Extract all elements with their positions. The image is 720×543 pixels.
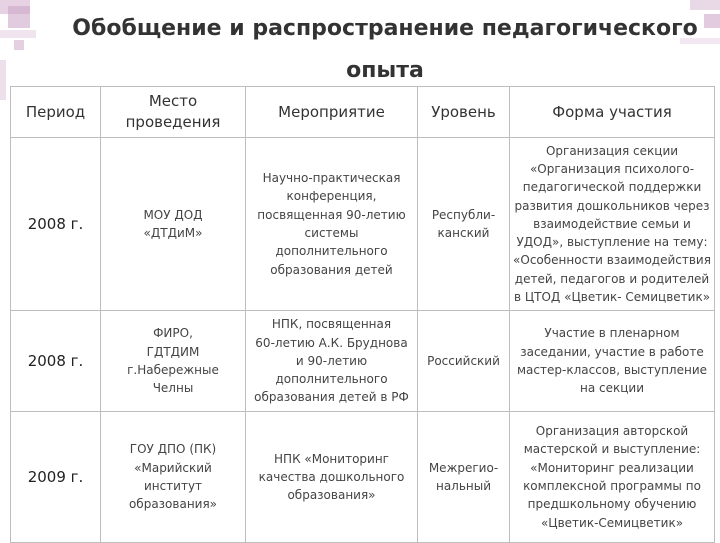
cell-place: ФИРО, ГДТДИМ г.Набережные Челны: [101, 311, 246, 412]
cell-place: МОУ ДОД «ДТДиМ»: [101, 138, 246, 311]
cell-period: 2008 г.: [11, 311, 101, 412]
title-line-1: Обобщение и распространение педагогического: [72, 16, 698, 41]
decor-square: [14, 40, 24, 50]
header-place: Место проведения: [101, 87, 246, 138]
table-row: [11, 412, 715, 543]
decor-bar: [0, 30, 36, 38]
table-header-row: [11, 87, 715, 138]
cell-place: ГОУ ДПО (ПК) «Марийский институт образования»: [101, 412, 246, 543]
cell-level: Республи- канский: [418, 138, 510, 311]
slide-title: [40, 8, 720, 92]
cell-level: Межрегио- нальный: [418, 412, 510, 543]
header-level: Уровень: [418, 87, 510, 138]
table-row: [11, 138, 715, 311]
decor-bar: [0, 60, 6, 100]
cell-form: Организация секции «Организация психолого- педагогической поддержки развития дошкольников через взаимодействие семьи и УДОД», выступление на тему: «Особенности взаимодействия детей, педагогов и родителей в ЦТОД «Цветик- Семицветик»: [510, 138, 715, 311]
experience-table: [10, 86, 715, 543]
cell-period: 2009 г.: [11, 412, 101, 543]
cell-period: 2008 г.: [11, 138, 101, 311]
header-form: Форма участия: [510, 87, 715, 138]
cell-event: Научно-практическая конференция, посвященная 90-летию системы дополнительного образования детей: [246, 138, 418, 311]
header-event: Мероприятие: [246, 87, 418, 138]
cell-form: Участие в пленарном заседании, участие в работе мастер-классов, выступление на секции: [510, 311, 715, 412]
cell-form: Организация авторской мастерской и выступление: «Мониторинг реализации комплексной программы по предшкольному обучению «Цветик-Семицветик»: [510, 412, 715, 543]
header-period: Период: [11, 87, 101, 138]
title-line-2: опыта: [346, 58, 424, 83]
cell-event: НПК, посвященная 60-летию А.К. Бруднова и 90-летию дополнительного образования детей в РФ: [246, 311, 418, 412]
cell-event: НПК «Мониторинг качества дошкольного образования»: [246, 412, 418, 543]
cell-level: Российский: [418, 311, 510, 412]
decor-square: [8, 6, 30, 28]
table-row: [11, 311, 715, 412]
